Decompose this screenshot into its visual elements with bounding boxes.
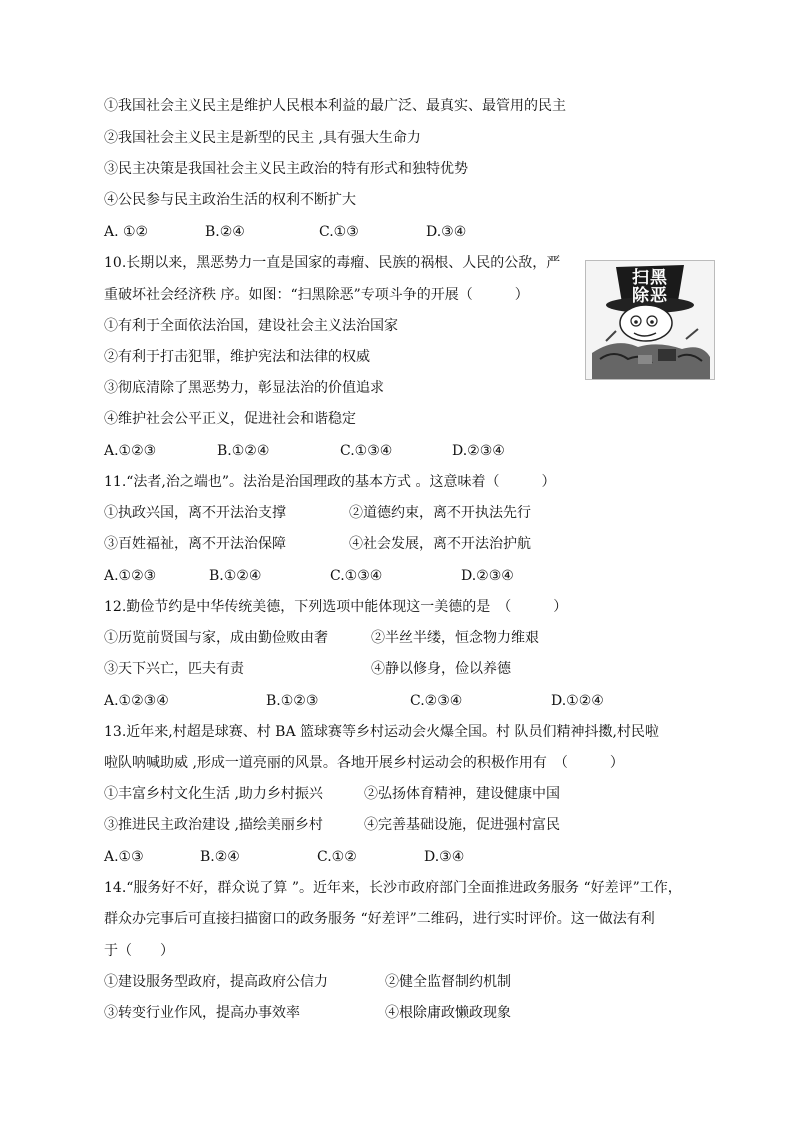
q10-item-3: ③彻底清除了黑恶势力，彰显法治的价值追求 (104, 380, 384, 396)
q12-option-a: A.①②③④ (104, 693, 169, 709)
image-caption-line-2: 除恶 (632, 286, 668, 306)
q10-stem-line-2: 重破坏社会经济秩 序。如图：“扫黑除恶”专项斗争的开展（ ） (104, 287, 529, 303)
q12-option-b: B.①②③ (266, 693, 319, 709)
q11-option-a: A.①②③ (104, 568, 157, 584)
q11-option-b: B.①②④ (209, 568, 262, 584)
q12-item-1: ①历览前贤国与家，成由勤俭败由奢 (104, 630, 328, 646)
q13-item-2: ②弘扬体育精神，建设健康中国 (364, 786, 560, 802)
q11-item-4: ④社会发展，离不开法治护航 (349, 536, 531, 552)
q13-item-3: ③推进民主政治建设 ,描绘美丽乡村 (104, 817, 323, 833)
q12-option-d: D.①②④ (551, 693, 604, 709)
q9-option-a: A. ①② (104, 224, 149, 240)
q9-option-b: B.②④ (205, 224, 245, 240)
q10-option-b: B.①②④ (217, 443, 270, 459)
q12-option-c: C.②③④ (410, 693, 463, 709)
q10-stem-line-1: 10.长期以来，黑恶势力一直是国家的毒瘤、民族的祸根、人民的公敌，严 (104, 255, 561, 271)
q9-option-d: D.③④ (426, 224, 467, 240)
q11-stem: 11.“法者,治之端也”。法治是治国理政的基本方式 。这意味着（ ） (104, 474, 556, 490)
q14-stem-line-2: 群众办完事后可直接扫描窗口的政务服务 “好差评”二维码，进行实时评价。这一做法有利 (104, 911, 655, 927)
q9-item-3: ③民主决策是我国社会主义民主政治的特有形式和独特优势 (104, 161, 468, 177)
q12-item-2: ②半丝半缕，恒念物力维艰 (371, 630, 539, 646)
q14-item-3: ③转变行业作风，提高办事效率 (104, 1005, 300, 1021)
q11-item-2: ②道德约束，离不开执法先行 (349, 505, 531, 521)
q13-option-d: D.③④ (424, 849, 465, 865)
q10-option-d: D.②③④ (452, 443, 505, 459)
q14-item-1: ①建设服务型政府，提高政府公信力 (104, 974, 328, 990)
q11-item-3: ③百姓福祉，离不开法治保障 (104, 536, 286, 552)
q12-item-3: ③天下兴亡，匹夫有责 (104, 661, 244, 677)
q9-item-4: ④公民参与民主政治生活的权利不断扩大 (104, 192, 356, 208)
q12-item-4: ④静以修身，俭以养德 (371, 661, 511, 677)
q9-item-2: ②我国社会主义民主是新型的民主 ,具有强大生命力 (104, 130, 421, 146)
q13-option-b: B.②④ (200, 849, 240, 865)
image-caption-line-1: 扫黑 (632, 268, 668, 288)
q13-stem-line-1: 13.近年来,村超是球赛、村 BA 篮球赛等乡村运动会火爆全国。村 队员们精神抖擞,村民啦 (104, 724, 659, 740)
q10-item-4: ④维护社会公平正义，促进社会和谐稳定 (104, 411, 356, 427)
q14-item-4: ④根除庸政懒政现象 (385, 1005, 511, 1021)
q14-stem-line-3: 于（ ） (104, 943, 174, 959)
q13-option-c: C.①② (317, 849, 357, 865)
q14-item-2: ②健全监督制约机制 (385, 974, 511, 990)
q14-stem-line-1: 14.“服务好不好，群众说了算 ”。近年来，长沙市政府部门全面推进政务服务 “好差评”工作， (104, 880, 682, 896)
q13-stem-line-2: 啦队呐喊助威 ,形成一道亮丽的风景。各地开展乡村运动会的积极作用有 （ ） (104, 755, 624, 771)
cartoon-illustration-icon (585, 260, 715, 380)
q11-option-d: D.②③④ (461, 568, 514, 584)
q11-option-c: C.①③④ (330, 568, 383, 584)
q10-item-2: ②有利于打击犯罪，维护宪法和法律的权威 (104, 349, 370, 365)
q13-option-a: A.①③ (104, 849, 144, 865)
q9-item-1: ①我国社会主义民主是维护人民根本利益的最广泛、最真实、最管用的民主 (104, 98, 566, 114)
q13-item-1: ①丰富乡村文化生活 ,助力乡村振兴 (104, 786, 323, 802)
q10-option-a: A.①②③ (104, 443, 157, 459)
q11-item-1: ①执政兴国，离不开法治支撑 (104, 505, 286, 521)
q12-stem: 12.勤俭节约是中华传统美德，下列选项中能体现这一美德的是 （ ） (104, 599, 568, 615)
q9-option-c: C.①③ (319, 224, 359, 240)
q10-item-1: ①有利于全面依法治国，建设社会主义法治国家 (104, 318, 398, 334)
q10-option-c: C.①③④ (340, 443, 393, 459)
q13-item-4: ④完善基础设施，促进强村富民 (364, 817, 560, 833)
